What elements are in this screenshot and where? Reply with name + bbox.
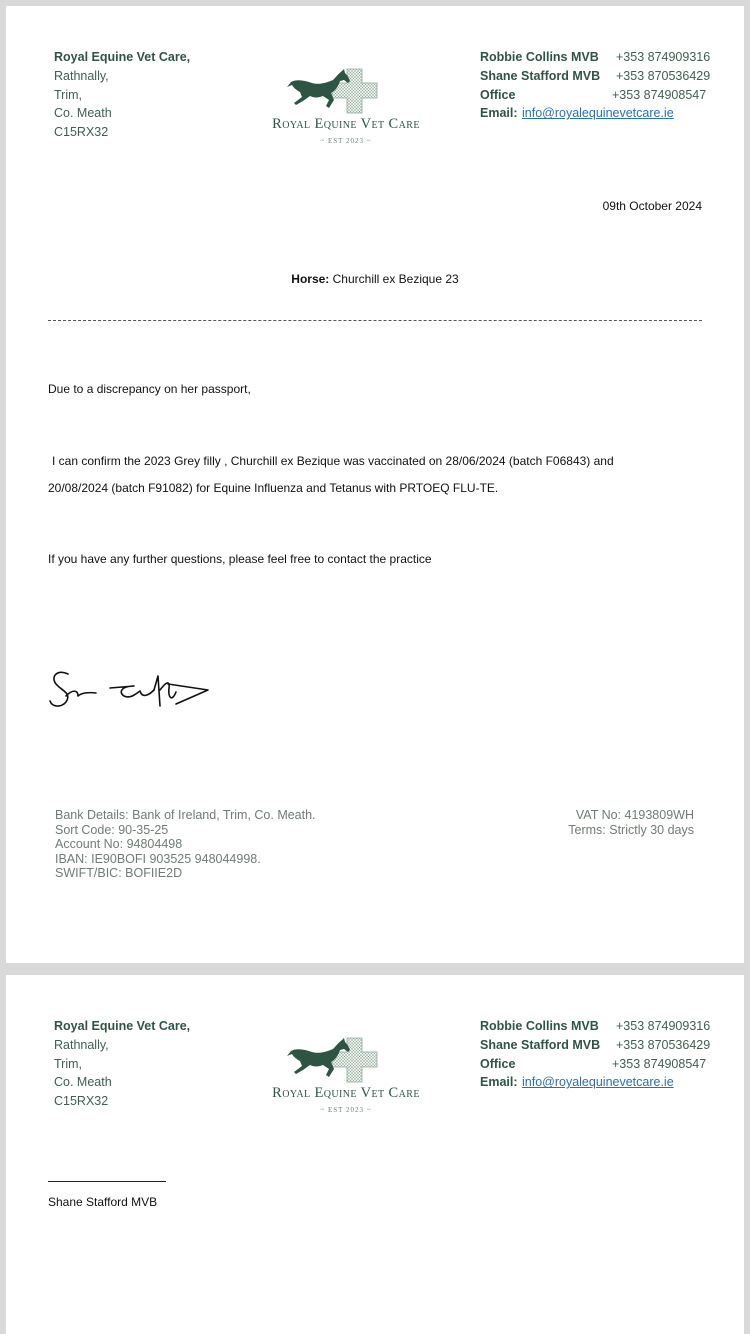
contact-number: +353 870536429 bbox=[616, 1037, 711, 1052]
email-label: Email: bbox=[480, 1075, 518, 1090]
horse-cross-icon bbox=[286, 1037, 386, 1083]
logo-established: ~ EST 2023 ~ bbox=[320, 137, 372, 145]
bank-line: Bank Details: Bank of Ireland, Trim, Co. Meath. bbox=[55, 808, 316, 822]
contact-name: Robbie Collins MVB bbox=[480, 50, 599, 64]
horse-name: Churchill ex Bezique 23 bbox=[329, 272, 459, 286]
practice-name: Royal Equine Vet Care, bbox=[54, 50, 191, 64]
vat-number: VAT No: 4193809WH bbox=[575, 808, 694, 822]
contact-row bbox=[480, 48, 730, 67]
horse-cross-icon bbox=[286, 68, 386, 114]
contact-block bbox=[480, 48, 730, 123]
vat-terms bbox=[554, 808, 694, 837]
payment-terms: Terms: Strictly 30 days bbox=[568, 822, 694, 837]
divider bbox=[48, 320, 702, 321]
horse-line bbox=[6, 272, 744, 286]
contact-number: +353 870536429 bbox=[616, 68, 711, 83]
contact-number: +353 874908547 bbox=[612, 87, 707, 102]
practice-name: Royal Equine Vet Care, bbox=[54, 1019, 191, 1033]
contact-number: +353 874908547 bbox=[612, 1056, 707, 1071]
letter-date: 09th October 2024 bbox=[602, 199, 702, 213]
signatory-name: Shane Stafford MVB bbox=[48, 1195, 158, 1209]
bank-line: Account No: 94804498 bbox=[55, 837, 183, 852]
address-line: Rathnally, bbox=[54, 68, 109, 83]
contact-block bbox=[480, 1017, 730, 1092]
contact-row bbox=[480, 1017, 730, 1036]
contact-row bbox=[480, 1073, 730, 1092]
email-label: Email: bbox=[480, 106, 518, 121]
contact-row bbox=[480, 67, 730, 86]
address-line: Trim, bbox=[54, 1056, 82, 1071]
practice-logo bbox=[246, 68, 446, 150]
email-link[interactable]: info@royalequinevetcare.ie bbox=[522, 106, 674, 121]
contact-name: Robbie Collins MVB bbox=[480, 1019, 599, 1033]
bank-line: Sort Code: 90-35-25 bbox=[55, 822, 169, 837]
address-line: Trim, bbox=[54, 87, 82, 102]
address-line: C15RX32 bbox=[54, 125, 109, 140]
bank-details bbox=[55, 808, 316, 881]
contact-name: Office bbox=[480, 87, 516, 102]
contact-name: Shane Stafford MVB bbox=[480, 1037, 601, 1052]
address-line: Rathnally, bbox=[54, 1037, 109, 1052]
contact-row bbox=[480, 104, 730, 123]
practice-address bbox=[54, 48, 190, 142]
address-line: Co. Meath bbox=[54, 1075, 112, 1090]
bank-line: IBAN: IE90BOFI 903525 948044998. bbox=[55, 851, 261, 866]
paragraph-closing: If you have any further questions, please feel free to contact the practice bbox=[48, 552, 432, 566]
handwritten-signature bbox=[48, 666, 218, 714]
logo-wordmark: Royal Equine Vet Care bbox=[272, 1085, 420, 1101]
signature-line bbox=[48, 1181, 166, 1182]
horse-label: Horse: bbox=[291, 272, 330, 286]
contact-name: Shane Stafford MVB bbox=[480, 68, 601, 83]
letter-page-1 bbox=[6, 6, 744, 963]
email-link[interactable]: info@royalequinevetcare.ie bbox=[522, 1075, 674, 1090]
contact-number: +353 874909316 bbox=[616, 50, 711, 64]
practice-address bbox=[54, 1017, 190, 1111]
paragraph-confirmation-line-1: I can confirm the 2023 Grey filly , Churchill ex Bezique was vaccinated on 28/06/2024 (batch F06843) and bbox=[52, 454, 614, 468]
contact-row bbox=[480, 86, 730, 105]
bank-line: SWIFT/BIC: BOFIIE2D bbox=[55, 866, 183, 881]
letter-page-2 bbox=[6, 975, 744, 1334]
logo-established: ~ EST 2023 ~ bbox=[320, 1106, 372, 1114]
logo-wordmark: Royal Equine Vet Care bbox=[272, 116, 420, 132]
address-line: C15RX32 bbox=[54, 1094, 109, 1109]
contact-row bbox=[480, 1036, 730, 1055]
paragraph-confirmation-line-2: 20/08/2024 (batch F91082) for Equine Influenza and Tetanus with PRTOEQ FLU-TE. bbox=[48, 481, 499, 495]
contact-number: +353 874909316 bbox=[616, 1019, 711, 1033]
contact-row bbox=[480, 1055, 730, 1074]
paragraph-discrepancy: Due to a discrepancy on her passport, bbox=[48, 382, 251, 396]
contact-name: Office bbox=[480, 1056, 516, 1071]
address-line: Co. Meath bbox=[54, 106, 112, 121]
practice-logo bbox=[246, 1037, 446, 1119]
